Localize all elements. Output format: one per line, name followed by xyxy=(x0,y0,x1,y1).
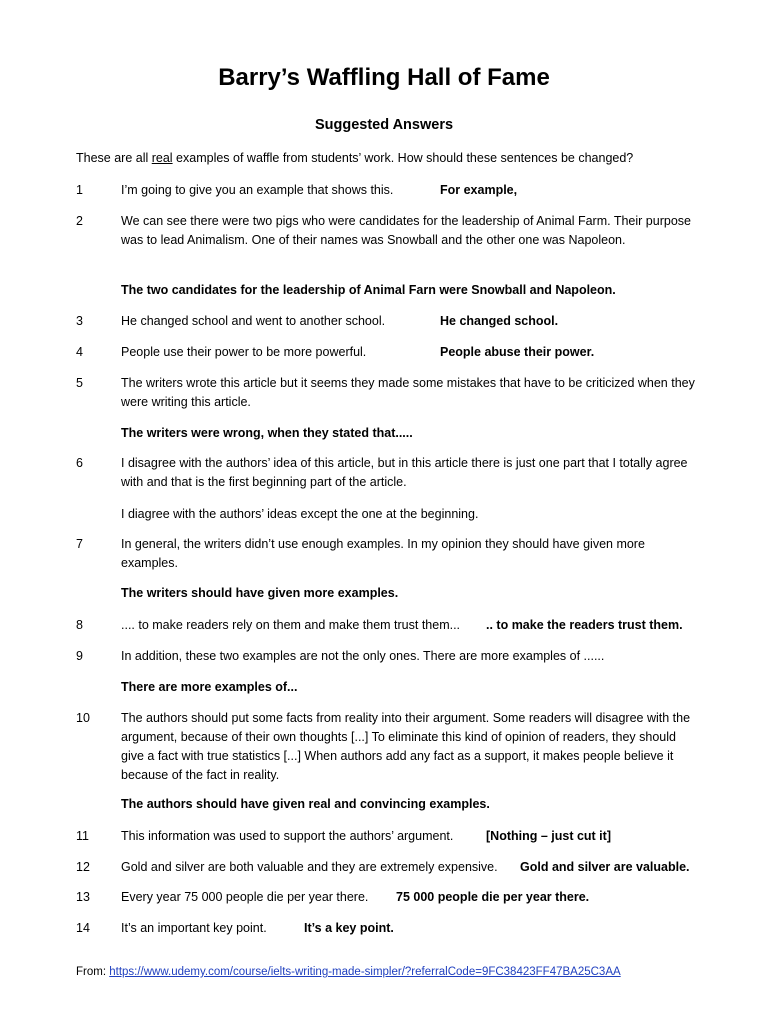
item-answer: He changed school. xyxy=(440,314,559,328)
item-answer: .. to make the readers trust them. xyxy=(486,618,683,632)
item-number: 5 xyxy=(76,376,83,390)
intro-after: examples of waffle from students’ work. How should these sentences be changed? xyxy=(172,151,634,165)
item-number: 10 xyxy=(76,711,90,725)
item-answer: I diagree with the authors’ ideas except the one at the beginning. xyxy=(121,507,479,521)
item-number: 2 xyxy=(76,214,83,228)
item-number: 4 xyxy=(76,345,83,359)
item-text: The writers wrote this article but it seems they made some mistakes that have to be criticized when they were writing this article. xyxy=(121,376,695,409)
item-text: We can see there were two pigs who were candidates for the leadership of Animal Farm. Their purpose was to lead Animalism. One of their names was Snowball and the other one was Napoleon. xyxy=(121,214,691,247)
item-number: 11 xyxy=(76,829,89,843)
intro-paragraph xyxy=(76,151,633,165)
footer-source xyxy=(76,966,621,978)
item-text: .... to make readers rely on them and make them trust them... xyxy=(121,618,461,632)
item-answer: [Nothing – just cut it] xyxy=(486,829,611,843)
item-text: People use their power to be more powerful. xyxy=(121,345,367,359)
item-text: It’s an important key point. xyxy=(121,921,267,935)
item-text: He changed school and went to another school. xyxy=(121,314,386,328)
item-text: In addition, these two examples are not the only ones. There are more examples of ...... xyxy=(121,649,605,663)
item-text: This information was used to support the authors’ argument. xyxy=(121,829,454,843)
item-text: I disagree with the authors’ idea of this article, but in this article there is just one part that I totally agree with and that is the first beginning part of the article. xyxy=(121,456,688,489)
footer-label: From: xyxy=(76,966,110,978)
page-subtitle: Suggested Answers xyxy=(314,117,454,133)
item-number: 1 xyxy=(76,183,83,197)
item-number: 6 xyxy=(76,456,83,470)
item-answer: The writers should have given more examples. xyxy=(121,586,399,600)
item-number: 14 xyxy=(76,921,90,935)
intro-before: These are all xyxy=(76,151,152,165)
item-number: 9 xyxy=(76,649,83,663)
item-number: 12 xyxy=(76,860,90,874)
item-text: The authors should put some facts from reality into their argument. Some readers will disagree with the argument, because of their own thoughts [...] To eliminate this kind of opinion of readers, they should give a fact with true statistics [...] When authors add any fact as a support, it makes people believe it because of the fact in reality. xyxy=(121,711,691,782)
item-text: I’m going to give you an example that shows this. xyxy=(121,183,394,197)
item-text: Every year 75 000 people die per year there. xyxy=(121,890,369,904)
item-answer: For example, xyxy=(440,183,518,197)
item-number: 13 xyxy=(76,890,90,904)
item-answer: 75 000 people die per year there. xyxy=(396,890,590,904)
item-number: 3 xyxy=(76,314,83,328)
item-answer: The authors should have given real and convincing examples. xyxy=(121,797,490,811)
item-number: 8 xyxy=(76,618,83,632)
item-text: Gold and silver are both valuable and they are extremely expensive. xyxy=(121,860,498,874)
page-title: Barry’s Waffling Hall of Fame xyxy=(218,64,550,91)
item-answer: The writers were wrong, when they stated that..... xyxy=(121,426,413,440)
item-answer: There are more examples of... xyxy=(121,680,298,694)
intro-underlined-word: real xyxy=(151,151,173,165)
item-answer: People abuse their power. xyxy=(440,345,595,359)
item-answer: It’s a key point. xyxy=(304,921,394,935)
item-answer: The two candidates for the leadership of Animal Farn were Snowball and Napoleon. xyxy=(121,283,616,297)
item-number: 7 xyxy=(76,537,83,551)
item-text: In general, the writers didn’t use enough examples. In my opinion they should have given more examples. xyxy=(121,537,645,570)
source-link[interactable]: https://www.udemy.com/course/ielts-writing-made-simpler/?referralCode=9FC38423FF47BA25C3AA xyxy=(109,966,621,978)
item-answer: Gold and silver are valuable. xyxy=(520,860,690,874)
